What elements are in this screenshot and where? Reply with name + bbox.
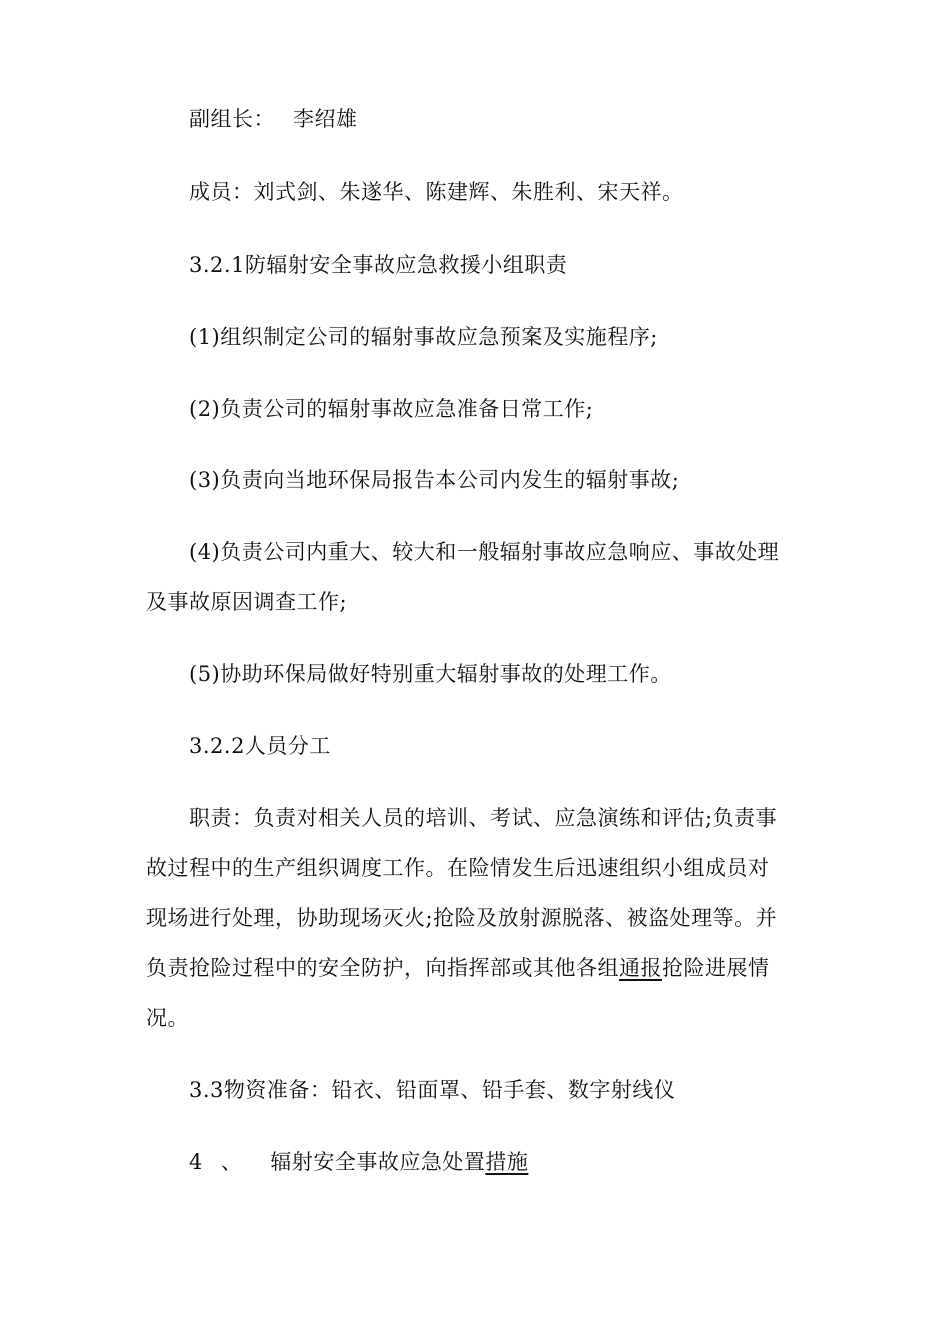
section-3-2-1-heading: 3.2.1防辐射安全事故应急救援小组职责 bbox=[189, 253, 568, 277]
deputy-leader-line bbox=[189, 104, 358, 134]
section-4-separator: 、 bbox=[220, 1150, 243, 1174]
duty-item-3: (3)负责向当地环保局报告本公司内发生的辐射事故; bbox=[189, 468, 680, 492]
section-4-number: 4 bbox=[189, 1150, 203, 1174]
section-3-2-2-heading: 3.2.2人员分工 bbox=[189, 734, 331, 758]
responsibility-line-3: 现场进行处理，协助现场灭火;抢险及放射源脱落、被盗处理等。并 bbox=[146, 906, 778, 930]
section-4-text: 辐射安全事故应急处置 bbox=[270, 1150, 486, 1174]
responsibility-line-5: 况。 bbox=[146, 1006, 189, 1030]
duty-item-4: (4)负责公司内重大、较大和一般辐射事故应急响应、事故处理 bbox=[189, 540, 780, 564]
members-line: 成员：刘式剑、朱遂华、陈建辉、朱胜利、宋天祥。 bbox=[189, 180, 684, 204]
responsibility-line-2: 故过程中的生产组织调度工作。在险情发生后迅速组织小组成员对 bbox=[146, 856, 770, 880]
section-4-heading bbox=[189, 1147, 528, 1177]
responsibility-line-4-after: 抢险进展情 bbox=[662, 956, 770, 980]
duty-item-1: (1)组织制定公司的辐射事故应急预案及实施程序; bbox=[189, 325, 658, 349]
section-3-3-materials: 3.3物资准备：铅衣、铅面罩、铅手套、数字射线仪 bbox=[189, 1078, 676, 1102]
deputy-leader-label: 副组长： bbox=[189, 107, 275, 131]
notify-link[interactable]: 通报 bbox=[619, 956, 662, 980]
duty-item-2: (2)负责公司的辐射事故应急准备日常工作; bbox=[189, 397, 594, 421]
responsibility-line-4 bbox=[146, 953, 770, 983]
responsibility-line-1: 职责：负责对相关人员的培训、考试、应急演练和评估;负责事 bbox=[189, 806, 778, 830]
deputy-leader-name: 李绍雄 bbox=[293, 107, 358, 131]
duty-item-5: (5)协助环保局做好特别重大辐射事故的处理工作。 bbox=[189, 662, 672, 686]
measures-link[interactable]: 措施 bbox=[485, 1150, 529, 1174]
duty-item-4-continued: 及事故原因调查工作; bbox=[146, 590, 348, 614]
responsibility-line-4-before: 负责抢险过程中的安全防护，向指挥部或其他各组 bbox=[146, 956, 619, 980]
